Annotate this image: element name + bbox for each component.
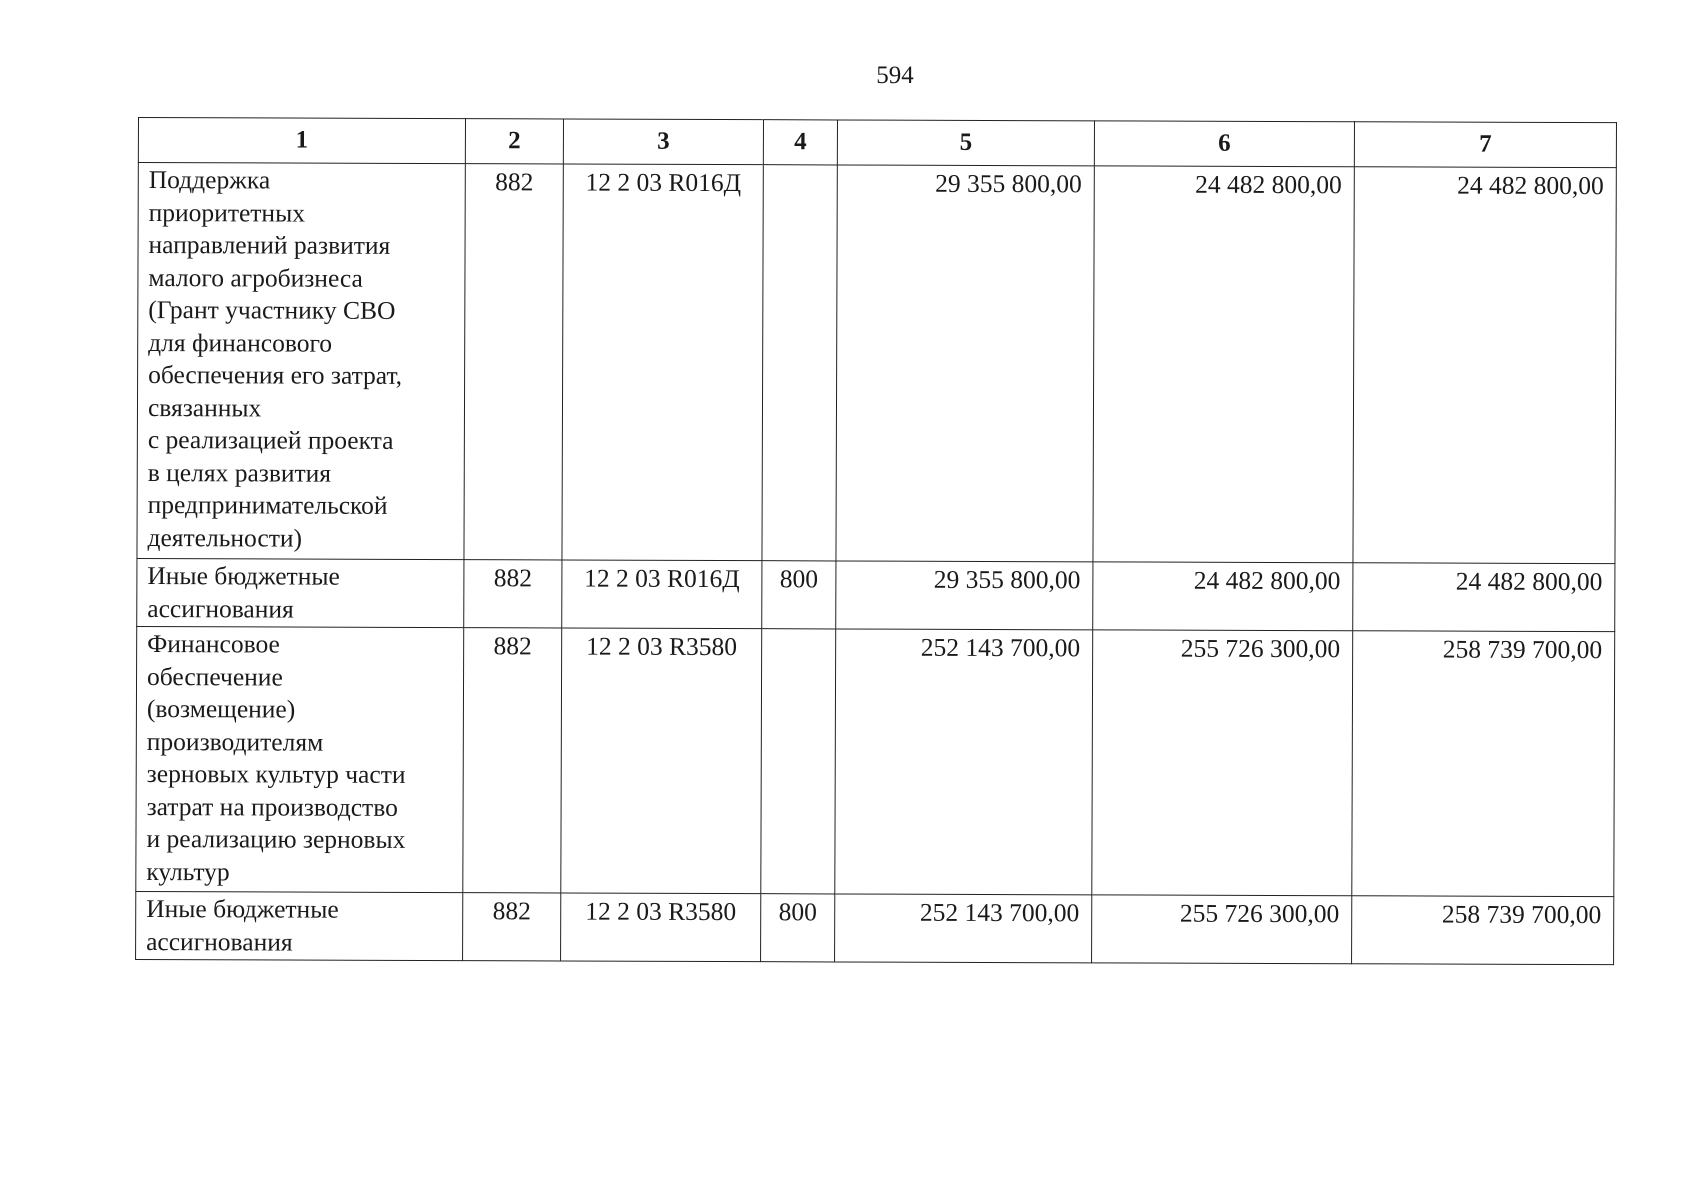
row-name-cell [137, 163, 465, 560]
target-code-cell: 12 2 03 R3580 [561, 628, 762, 894]
row-name-line: и реализацию зерновых [146, 824, 406, 854]
row-name-line: связанных [147, 392, 262, 422]
row-name-cell [137, 558, 464, 627]
row-name-line: в целях развития [147, 457, 332, 488]
table-row [137, 558, 1615, 631]
row-name-line: Финансовое [147, 629, 280, 659]
row-name-line: для финансового [148, 327, 333, 358]
amount-col7-cell: 24 482 800,00 [1353, 563, 1615, 632]
column-header-5: 5 [837, 120, 1094, 166]
row-name-line: ассигнования [147, 593, 294, 624]
row-name-line: зерновых культур части [146, 759, 406, 789]
row-name-line: обеспечение [146, 661, 283, 692]
row-name-line: Поддержка [148, 165, 271, 195]
admin-code-cell: 882 [464, 560, 562, 628]
amount-col7-cell: 24 482 800,00 [1353, 167, 1616, 564]
row-name-line: деятельности) [147, 522, 303, 553]
column-header-2: 2 [465, 119, 563, 164]
expense-type-cell [762, 165, 837, 561]
target-code-cell: 12 2 03 R3580 [561, 893, 761, 962]
amount-col5-cell: 29 355 800,00 [836, 165, 1094, 562]
page-number: 594 [876, 62, 914, 89]
target-code-cell: 12 2 03 R016Д [562, 164, 763, 561]
amount-col5-cell: 252 143 700,00 [835, 629, 1093, 895]
row-name-cell [136, 626, 464, 892]
amount-col5-cell: 29 355 800,00 [836, 561, 1093, 630]
target-code-cell: 12 2 03 R016Д [562, 560, 762, 629]
amount-col5-cell: 252 143 700,00 [835, 894, 1092, 963]
row-name-line: (возмещение) [146, 694, 296, 724]
row-name-line: (Грант участнику СВО [148, 295, 396, 325]
row-name-line: ассигнования [146, 926, 293, 957]
amount-col7-cell: 258 739 700,00 [1352, 896, 1614, 965]
amount-col6-cell: 255 726 300,00 [1092, 895, 1352, 964]
table-row [136, 626, 1615, 896]
amount-col6-cell: 255 726 300,00 [1092, 630, 1353, 896]
expense-type-cell: 800 [761, 894, 835, 962]
row-name-cell [136, 891, 463, 960]
table-row [136, 891, 1614, 964]
header-row [138, 118, 1616, 168]
column-header-7: 7 [1354, 122, 1616, 168]
row-name-line: обеспечения его затрат, [148, 360, 403, 390]
amount-col6-cell: 24 482 800,00 [1093, 562, 1353, 631]
row-name-line: малого агробизнеса [148, 262, 363, 293]
budget-table [135, 117, 1617, 965]
amount-col7-cell: 258 739 700,00 [1352, 631, 1615, 897]
row-name-line: с реализацией проекта [147, 425, 394, 455]
amount-col6-cell: 24 482 800,00 [1093, 166, 1354, 563]
row-name-line: предпринимательской [147, 490, 388, 520]
row-name-line: производителям [146, 726, 324, 757]
column-header-1: 1 [138, 118, 465, 164]
column-header-3: 3 [563, 119, 763, 165]
column-header-4: 4 [763, 120, 837, 165]
row-name-line: приоритетных [148, 197, 306, 228]
admin-code-cell: 882 [463, 628, 562, 893]
table-row [137, 163, 1616, 564]
row-name-line: Иные бюджетные [146, 894, 339, 924]
row-name-line: культур [146, 856, 230, 886]
expense-type-cell [761, 629, 836, 894]
expense-type-cell: 800 [762, 561, 836, 629]
admin-code-cell: 882 [463, 893, 561, 961]
row-name-line: направлений развития [148, 230, 391, 260]
row-name-line: затрат на производство [146, 791, 398, 822]
row-name-line: Иные бюджетные [147, 561, 340, 591]
column-header-6: 6 [1094, 121, 1354, 167]
admin-code-cell: 882 [464, 164, 563, 560]
